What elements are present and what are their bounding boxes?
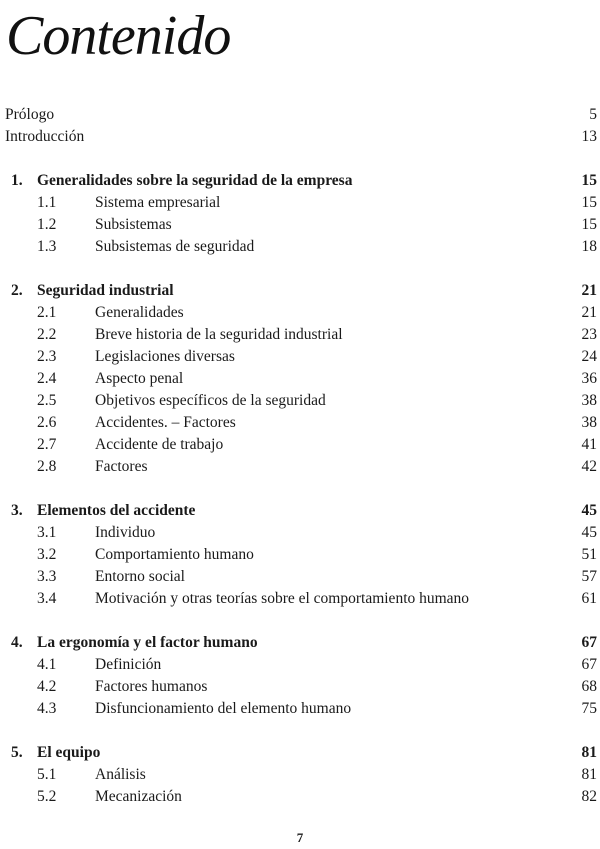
toc-chapter-4[interactable] — [5, 632, 597, 654]
section-title: Definición — [95, 656, 162, 673]
section-title: Aspecto penal — [95, 370, 184, 387]
toc-section-2-1[interactable] — [5, 302, 597, 324]
toc-section-5-2[interactable] — [5, 786, 597, 808]
section-number: 2.3 — [37, 348, 57, 365]
section-page: 21 — [581, 304, 597, 321]
section-title: Subsistemas — [95, 216, 172, 233]
chapter-title: La ergonomía y el factor humano — [37, 634, 258, 651]
section-page: 45 — [581, 524, 597, 541]
toc-section-4-3[interactable] — [5, 698, 597, 720]
section-number: 3.1 — [37, 524, 57, 541]
section-title: Mecanización — [95, 788, 182, 805]
section-title: Generalidades — [95, 304, 184, 321]
section-title: Comportamiento humano — [95, 546, 254, 563]
section-title: Accidente de trabajo — [95, 436, 224, 453]
chapter-page: 45 — [581, 502, 597, 519]
section-page: 15 — [581, 194, 597, 211]
chapter-number: 1. — [11, 172, 23, 189]
chapter-page: 81 — [581, 744, 597, 761]
chapter-title: Elementos del accidente — [37, 502, 196, 519]
chapter-list — [5, 170, 597, 808]
toc-section-3-2[interactable] — [5, 544, 597, 566]
section-page: 68 — [581, 678, 597, 695]
section-page: 57 — [581, 568, 597, 585]
chapter-title: Seguridad industrial — [37, 282, 174, 299]
section-title: Legislaciones diversas — [95, 348, 235, 365]
toc-section-4-1[interactable] — [5, 654, 597, 676]
section-number: 2.1 — [37, 304, 57, 321]
section-page: 75 — [581, 700, 597, 717]
toc-chapter-3[interactable] — [5, 500, 597, 522]
toc-section-3-3[interactable] — [5, 566, 597, 588]
section-title: Disfuncionamiento del elemento humano — [95, 700, 352, 717]
section-number: 4.1 — [37, 656, 57, 673]
section-title: Análisis — [95, 766, 146, 783]
toc-section-3-1[interactable] — [5, 522, 597, 544]
section-number: 2.8 — [37, 458, 57, 475]
section-page: 51 — [581, 546, 597, 563]
chapter-number: 2. — [11, 282, 23, 299]
section-page: 24 — [581, 348, 597, 365]
toc-section-2-5[interactable] — [5, 390, 597, 412]
chapter-number: 5. — [11, 744, 23, 761]
section-number: 2.6 — [37, 414, 57, 431]
chapter-number: 3. — [11, 502, 23, 519]
section-title: Objetivos específicos de la seguridad — [95, 392, 326, 409]
section-page: 15 — [581, 216, 597, 233]
table-of-contents — [5, 104, 597, 808]
section-number: 2.5 — [37, 392, 57, 409]
toc-section-2-3[interactable] — [5, 346, 597, 368]
toc-section-2-6[interactable] — [5, 412, 597, 434]
toc-section-2-2[interactable] — [5, 324, 597, 346]
toc-entry-page: 5 — [589, 106, 597, 123]
section-number: 5.2 — [37, 788, 57, 805]
toc-entry-prologo[interactable] — [5, 104, 597, 126]
toc-chapter-2[interactable] — [5, 280, 597, 302]
section-title: Motivación y otras teorías sobre el comportamiento humano — [95, 590, 470, 607]
section-page: 81 — [581, 766, 597, 783]
section-number: 2.4 — [37, 370, 57, 387]
toc-entry-title: Introducción — [5, 128, 85, 145]
toc-chapter-1[interactable] — [5, 170, 597, 192]
toc-section-1-2[interactable] — [5, 214, 597, 236]
section-number: 3.4 — [37, 590, 57, 607]
toc-chapter-5[interactable] — [5, 742, 597, 764]
section-title: Accidentes. – Factores — [95, 414, 236, 431]
section-number: 4.3 — [37, 700, 57, 717]
section-number: 4.2 — [37, 678, 57, 695]
chapter-number: 4. — [11, 634, 23, 651]
section-title: Subsistemas de seguridad — [95, 238, 255, 255]
section-page: 82 — [581, 788, 597, 805]
toc-section-3-4[interactable] — [5, 588, 597, 610]
section-page: 23 — [581, 326, 597, 343]
page-number: 7 — [296, 830, 304, 845]
section-page: 38 — [581, 392, 597, 409]
toc-section-2-7[interactable] — [5, 434, 597, 456]
section-number: 1.3 — [37, 238, 57, 255]
chapter-page: 67 — [581, 634, 597, 651]
toc-section-5-1[interactable] — [5, 764, 597, 786]
section-title: Sistema empresarial — [95, 194, 221, 211]
section-title: Factores humanos — [95, 678, 208, 695]
toc-entry-title: Prólogo — [5, 106, 55, 123]
toc-section-1-1[interactable] — [5, 192, 597, 214]
toc-entry-page: 13 — [581, 128, 597, 145]
section-title: Individuo — [95, 524, 156, 541]
section-number: 2.2 — [37, 326, 57, 343]
chapter-page: 15 — [581, 172, 597, 189]
toc-section-4-2[interactable] — [5, 676, 597, 698]
section-page: 41 — [581, 436, 597, 453]
section-title: Breve historia de la seguridad industrial — [95, 326, 343, 343]
chapter-page: 21 — [581, 282, 597, 299]
toc-section-2-4[interactable] — [5, 368, 597, 390]
section-number: 1.2 — [37, 216, 57, 233]
section-title: Entorno social — [95, 568, 185, 585]
section-page: 18 — [581, 238, 597, 255]
section-page: 61 — [581, 590, 597, 607]
section-title: Factores — [95, 458, 148, 475]
toc-entry-introduccion[interactable] — [5, 126, 597, 148]
section-page: 67 — [581, 656, 597, 673]
page-title: Contenido — [6, 5, 231, 67]
section-page: 38 — [581, 414, 597, 431]
section-number: 3.3 — [37, 568, 57, 585]
toc-section-1-3[interactable] — [5, 236, 597, 258]
section-number: 2.7 — [37, 436, 57, 453]
chapter-title: El equipo — [37, 744, 101, 761]
section-number: 5.1 — [37, 766, 57, 783]
toc-section-2-8[interactable] — [5, 456, 597, 478]
section-page: 36 — [581, 370, 597, 387]
chapter-title: Generalidades sobre la seguridad de la empresa — [37, 172, 353, 189]
section-number: 3.2 — [37, 546, 57, 563]
section-page: 42 — [581, 458, 597, 475]
section-number: 1.1 — [37, 194, 57, 211]
